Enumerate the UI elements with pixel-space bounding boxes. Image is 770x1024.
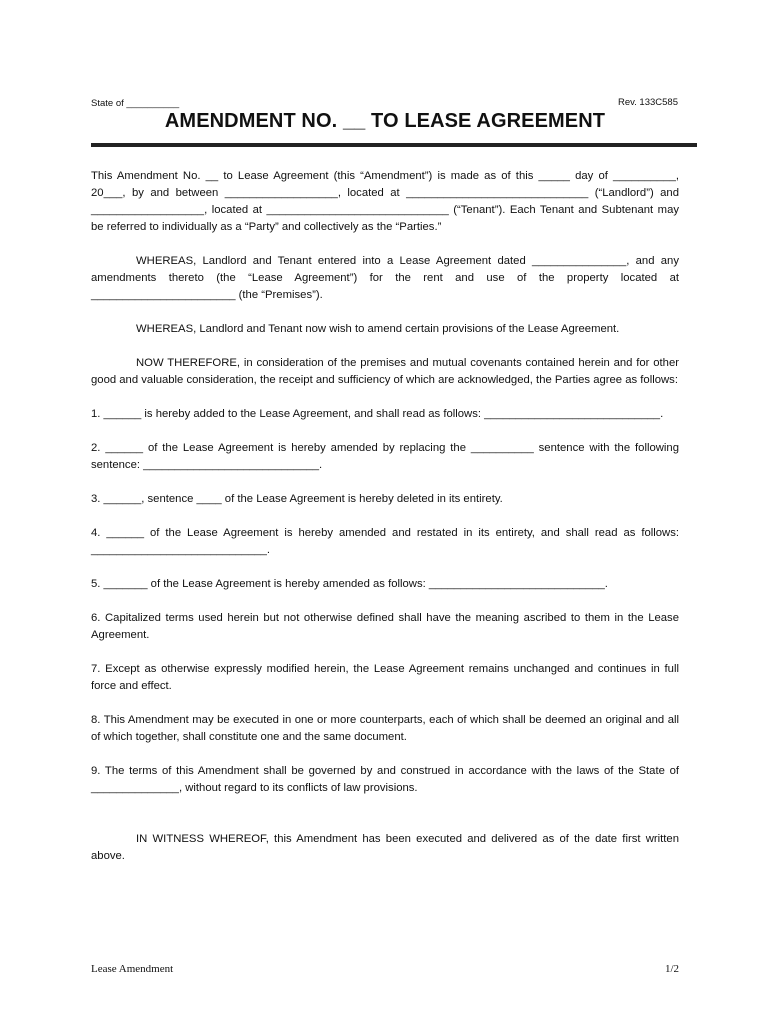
now-therefore-paragraph: NOW THEREFORE, in consideration of the premises and mutual covenants contained herein and for other good and valuable consideration, the receipt and sufficiency of which are acknowledged, the Parties agree as follows:: [91, 357, 679, 386]
state-of-line: State of __________: [91, 98, 180, 109]
whereas-paragraph-1: WHEREAS, Landlord and Tenant entered into a Lease Agreement dated _______________, and any amendments thereto (the “Lease Agreement”) for the rent and use of the property located at _______________________ (the “Premises”).: [91, 255, 679, 301]
clause-1: 1. ______ is hereby added to the Lease Agreement, and shall read as follows: ____________________________.: [91, 408, 664, 420]
clause-9: 9. The terms of this Amendment shall be governed by and construed in accordance with the laws of the State of ______________, without regard to its conflicts of law provisions.: [91, 765, 679, 794]
footer-page-number: 1/2: [664, 963, 679, 975]
title-divider: [91, 143, 697, 147]
clause-7: 7. Except as otherwise expressly modified herein, the Lease Agreement remains unchanged and continues in full force and effect.: [91, 663, 679, 692]
clause-3: 3. ______, sentence ____ of the Lease Agreement is hereby deleted in its entirety.: [91, 493, 503, 505]
intro-paragraph: This Amendment No. __ to Lease Agreement (this “Amendment”) is made as of this _____ day of __________, 20___, by and between __________________, located at _____________________________ (“Landlord”) and __________________, located at _____________________________ (“Tenant”). Each Tenant and Subtenant may be referred to individually as a “Party” and collectively as the “Parties.”: [91, 170, 679, 233]
document-body: [91, 168, 679, 882]
clause-5: 5. _______ of the Lease Agreement is hereby amended as follows: ____________________________.: [91, 578, 608, 590]
clause-6: 6. Capitalized terms used herein but not otherwise defined shall have the meaning ascribed to them in the Lease Agreement.: [91, 612, 679, 641]
clause-4: 4. ______ of the Lease Agreement is hereby amended and restated in its entirety, and shall read as follows: ____________________________.: [91, 527, 679, 556]
witness-paragraph: IN WITNESS WHEREOF, this Amendment has been executed and delivered as of the date first written above.: [91, 833, 679, 862]
whereas-paragraph-2: WHEREAS, Landlord and Tenant now wish to amend certain provisions of the Lease Agreement.: [136, 323, 620, 335]
footer-document-name: Lease Amendment: [91, 963, 174, 975]
revision-number: Rev. 133C585: [617, 97, 678, 108]
document-title: AMENDMENT NO. __ TO LEASE AGREEMENT: [164, 110, 606, 132]
clause-8: 8. This Amendment may be executed in one or more counterparts, each of which shall be deemed an original and all of which together, shall constitute one and the same document.: [91, 714, 679, 743]
clause-2: 2. ______ of the Lease Agreement is hereby amended by replacing the __________ sentence with the following sentence: ____________________________.: [91, 442, 679, 471]
